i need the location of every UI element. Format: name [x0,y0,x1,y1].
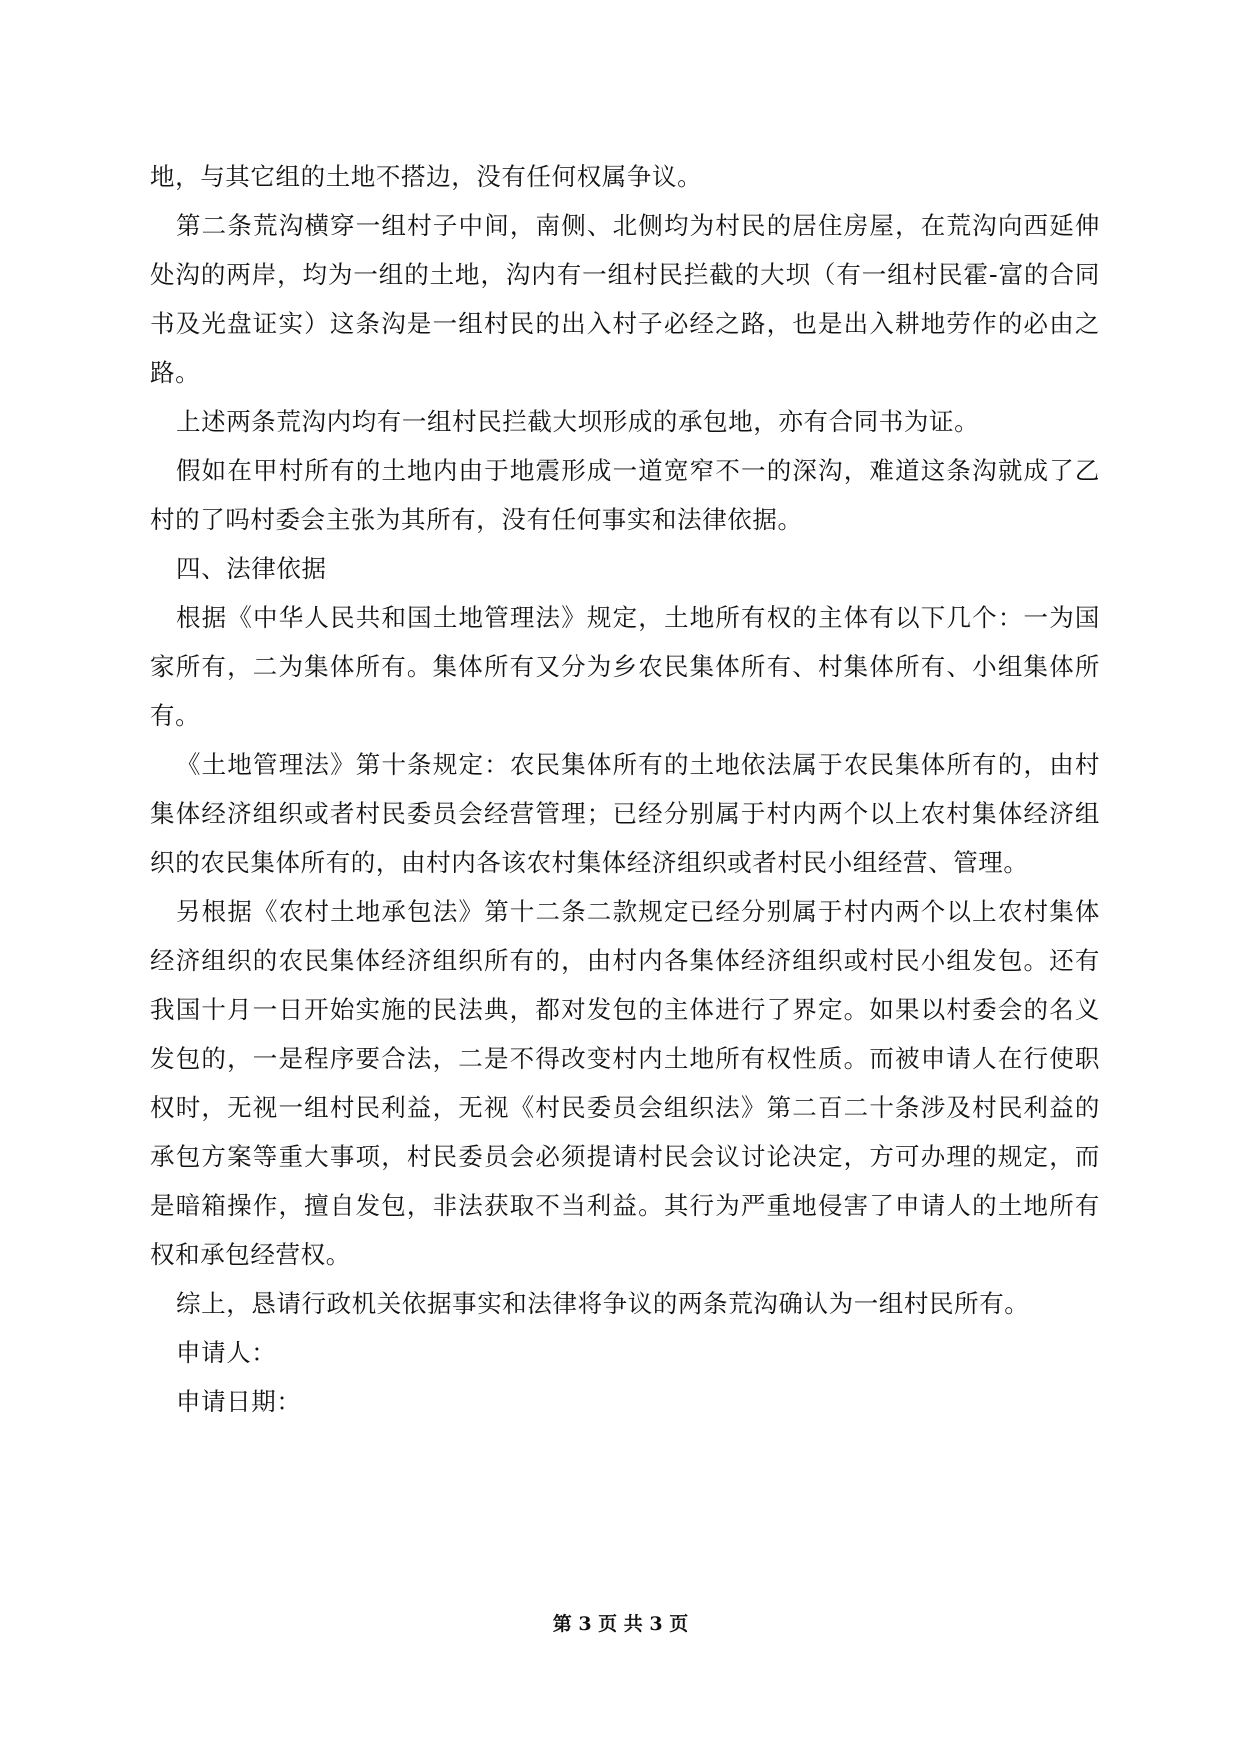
page-number-footer: 第 3 页 共 3 页 [552,1613,689,1635]
paragraph-8: 另根据《农村土地承包法》第十二条二款规定已经分别属于村内两个以上农村集体经济组织的农民集体经济组织所有的，由村内各集体经济组织或村民小组发包。还有我国十月一日开始实施的民法典，都对发包的主体进行了界定。如果以村委会的名义发包的，一是程序要合法，二是不得改变村内土地所有权性质。而被申请人在行使职权时，无视一组村民利益，无视《村民委员会组织法》第二百二十条涉及村民利益的承包方案等重大事项，村民委员会必须提请村民会议讨论决定，方可办理的规定，而是暗箱操作，擅自发包，非法获取不当利益。其行为严重地侵害了申请人的土地所有权和承包经营权。 [150,897,1100,1269]
paragraph-2: 第二条荒沟横穿一组村子中间，南侧、北侧均为村民的居住房屋，在荒沟向西延伸处沟的两岸，均为一组的土地，沟内有一组村民拦截的大坝（有一组村民霍-富的合同书及光盘证实）这条沟是一组村民的出入村子必经之路，也是出入耕地劳作的必由之路。 [150,211,1100,387]
applicant-label: 申请人： [176,1338,277,1367]
paragraph-1: 地，与其它组的土地不搭边，没有任何权属争议。 [150,162,703,191]
paragraph-7: 《土地管理法》第十条规定：农民集体所有的土地依法属于农民集体所有的，由村集体经济组织或者村民委员会经营管理；已经分别属于村内两个以上农村集体经济组织的农民集体所有的，由村内各该农村集体经济组织或者村民小组经营、管理。 [150,750,1100,877]
application-date-label: 申请日期： [176,1387,302,1416]
paragraph-6: 根据《中华人民共和国土地管理法》规定，土地所有权的主体有以下几个：一为国家所有，二为集体所有。集体所有又分为乡农民集体所有、村集体所有、小组集体所有。 [150,603,1100,730]
paragraph-4: 假如在甲村所有的土地内由于地震形成一道宽窄不一的深沟，难道这条沟就成了乙村的了吗村委会主张为其所有，没有任何事实和法律依据。 [150,456,1100,534]
paragraph-3: 上述两条荒沟内均有一组村民拦截大坝形成的承包地，亦有合同书为证。 [176,407,980,436]
section-heading-legal-basis: 四、法律依据 [176,554,327,583]
document-body [150,152,1100,1426]
paragraph-9: 综上，恳请行政机关依据事实和法律将争议的两条荒沟确认为一组村民所有。 [176,1289,1030,1318]
